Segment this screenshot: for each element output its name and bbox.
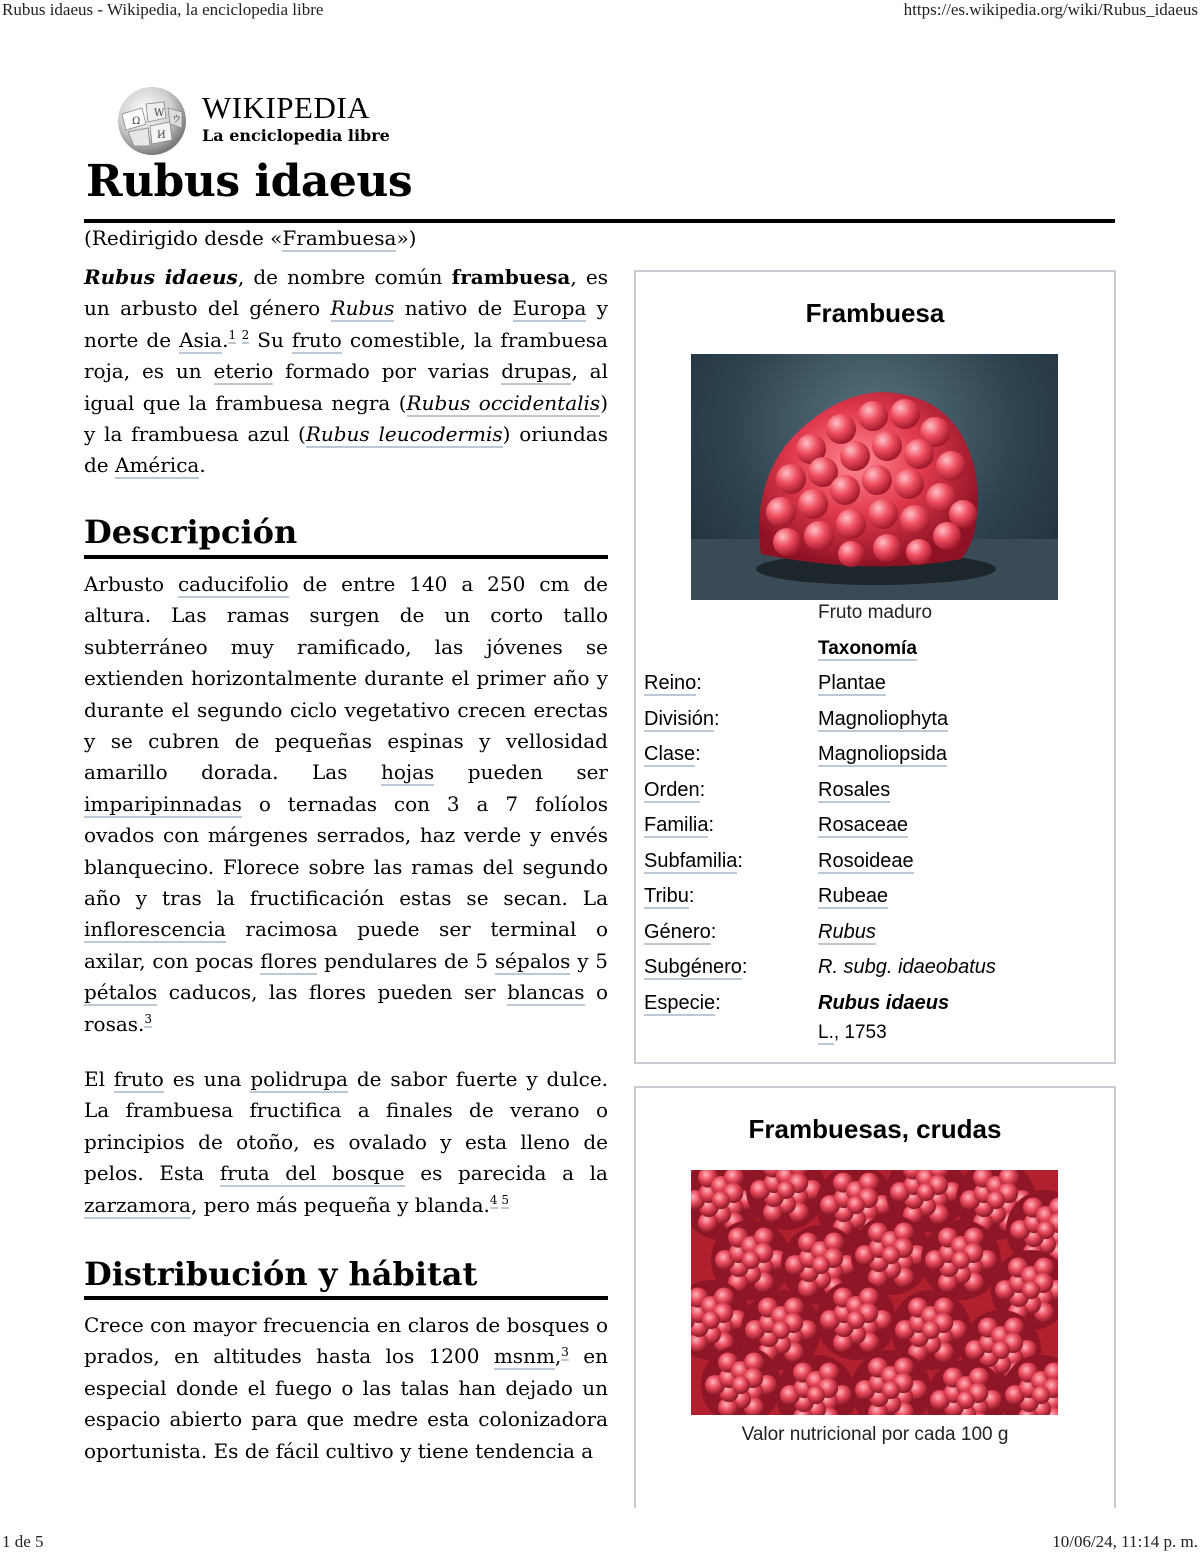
reference-link[interactable]: 2 — [241, 328, 250, 343]
infobox-image-caption: Fruto maduro — [817, 602, 933, 623]
link-text: Rubus leucodermis — [305, 422, 503, 447]
text: de sabor fuerte y dulce. La frambuesa fructifica a finales de verano o principios de otoño, es ovalado y esta lleno de pelos. Esta — [84, 1067, 609, 1186]
text: y norte de — [84, 296, 608, 352]
link-sepalos[interactable]: sépalos — [494, 948, 571, 973]
reference-link[interactable]: 5 — [501, 1192, 509, 1207]
link-petalos[interactable]: pétalos — [84, 980, 158, 1005]
taxonomy-value — [818, 921, 876, 944]
link-inflorescencia[interactable]: inflorescencia — [84, 917, 226, 942]
reference-link[interactable]: 3 — [561, 1344, 569, 1359]
colon: : — [695, 743, 701, 765]
reference-link[interactable]: 1 — [228, 328, 237, 343]
taxonomy-value — [818, 708, 948, 731]
taxonomy-value-text: Rubus idaeus — [818, 991, 950, 1014]
link-blancas[interactable]: blancas — [507, 980, 585, 1005]
link-fruta-del-bosque[interactable]: fruta del bosque — [219, 1161, 405, 1186]
section-heading-descripcion — [84, 512, 608, 552]
taxonomy-rank — [644, 708, 720, 731]
text: y 5 — [570, 948, 608, 973]
svg-text:W: W — [154, 108, 165, 119]
redirect-prefix: (Redirigido desde « — [84, 226, 283, 250]
redirect-notice — [84, 226, 416, 250]
reference-link[interactable]: 4 — [489, 1192, 498, 1207]
taxonomy-rank-link[interactable]: División — [644, 707, 715, 730]
taxonomy-rank — [644, 885, 694, 908]
text: caducos, las flores pueden ser — [157, 980, 508, 1005]
link-imparipinnadas[interactable]: imparipinnadas — [84, 791, 242, 816]
description-paragraph-2 — [84, 1064, 608, 1221]
taxonomy-value-text[interactable]: Plantae — [818, 672, 886, 694]
taxonomy-value — [818, 992, 949, 1015]
redirect-suffix: ») — [396, 226, 417, 250]
text: ) oriundas de — [84, 422, 608, 478]
taxonomy-row — [644, 885, 1104, 919]
taxonomy-rank-link[interactable]: Subfamilia — [644, 849, 738, 872]
text: Arbusto — [84, 572, 178, 596]
taxonomy-value — [818, 779, 890, 802]
text: ) y la frambuesa azul ( — [84, 390, 608, 447]
colon: : — [741, 956, 748, 978]
heading-text: Descripción — [84, 513, 298, 551]
text: formado por varias — [273, 359, 502, 384]
taxonomy-value-text[interactable]: Rosales — [818, 778, 891, 801]
page-title: Rubus idaeus — [86, 156, 413, 207]
taxonomy-heading — [818, 638, 917, 660]
text: . — [199, 453, 206, 478]
taxonomy-row — [644, 921, 1104, 955]
link-text: Rubus occidentalis — [406, 390, 601, 415]
link-fruto[interactable]: fruto — [291, 327, 342, 352]
infobox-title: Frambuesa — [805, 298, 945, 328]
taxonomy-value — [818, 850, 914, 873]
intro-paragraph — [84, 262, 608, 482]
text: en especial donde el fuego o las talas han dejado un espacio abierto para que medre esta colonizadora oportunista. Es de fácil cultivo y tiene tendencia a — [84, 1344, 608, 1463]
taxonomy-value-text: R. subg. idaeobatus — [818, 956, 996, 978]
taxonomy-rank — [644, 921, 716, 944]
section-heading-distribucion — [84, 1254, 608, 1294]
taxonomy-row — [644, 779, 1104, 813]
print-footer-page-number: 1 de 5 — [2, 1532, 44, 1551]
svg-text:Ω: Ω — [132, 116, 141, 127]
link-fruto[interactable]: fruto — [113, 1067, 164, 1091]
taxonomy-value — [818, 743, 947, 766]
taxonomy-rank-link[interactable]: Orden — [644, 778, 700, 801]
text: , — [554, 1344, 562, 1369]
colon: : — [715, 991, 721, 1014]
taxonomy-value — [818, 956, 996, 979]
authority-year: , 1753 — [833, 1022, 887, 1043]
link-hojas[interactable]: hojas — [380, 760, 435, 785]
taxonomy-row — [644, 814, 1104, 848]
text: . — [222, 327, 229, 352]
link-america[interactable]: América — [115, 453, 200, 478]
link-rubus-leucodermis[interactable] — [306, 422, 503, 448]
taxonomy-rank-link[interactable]: Reino — [644, 672, 697, 694]
taxonomy-rank-link[interactable]: Familia — [644, 814, 709, 836]
reference-link[interactable]: 3 — [144, 1012, 153, 1027]
taxonomy-value-text[interactable]: Magnoliopsida — [818, 743, 947, 765]
link-rubus-occidentalis[interactable] — [407, 391, 601, 417]
link-authority-linnaeus[interactable]: L. — [818, 1022, 834, 1043]
text: racimosa puede ser terminal o axilar, con pocas — [84, 917, 608, 973]
text: Crece con mayor frecuencia en claros de bosques o prados, en altitudes hasta los 1200 — [84, 1313, 608, 1369]
text: nativo de — [394, 296, 513, 321]
nutrition-infobox — [634, 1086, 1116, 1508]
text: Su — [249, 327, 292, 352]
nutrition-caption: Valor nutricional por cada 100 g — [741, 1424, 1009, 1445]
text: , es un arbusto del género — [84, 265, 608, 321]
text: pueden ser — [434, 760, 608, 785]
svg-text:ウ: ウ — [172, 115, 182, 125]
link-europa[interactable]: Europa — [512, 296, 587, 321]
wikipedia-globe-logo[interactable] — [112, 84, 192, 156]
link-polidrupa[interactable]: polidrupa — [250, 1067, 348, 1091]
link-flores[interactable]: flores — [260, 948, 318, 973]
raspberries-photo[interactable] — [691, 1170, 1058, 1415]
link-zarzamora[interactable]: zarzamora — [84, 1192, 191, 1217]
taxonomy-value-text[interactable]: Rubeae — [818, 885, 889, 907]
taxonomy-value-text[interactable]: Rubus — [818, 920, 876, 943]
colon: : — [737, 849, 743, 872]
description-paragraph-1 — [84, 569, 608, 1040]
text: comestible, la frambuesa roja, es un — [84, 327, 608, 384]
taxonomy-rank-link[interactable]: Género — [644, 920, 711, 943]
taxonomy-rank-link[interactable]: Tribu — [644, 885, 689, 907]
taxonomy-rank-link[interactable]: Especie — [644, 991, 716, 1014]
print-header-url: https://es.wikipedia.org/wiki/Rubus_idaeus — [903, 0, 1198, 19]
taxonomy-value — [818, 672, 886, 695]
text: de entre 140 a 250 cm de altura. Las ramas surgen de un corto tallo subterráneo muy ramificado, las jóvenes se extienden horizontalmente durante el primer año y durante el segundo ciclo vegetativo crecen erectas y se cubren de pequeñas espinas y vellosidad amarillo dorada. Las — [84, 572, 609, 785]
taxonomy-value-text[interactable]: Magnoliophyta — [818, 707, 949, 730]
taxonomy-value-text[interactable]: Rosoideae — [818, 849, 914, 872]
wikipedia-tagline: La enciclopedia libre — [202, 126, 390, 145]
taxonomy-rank — [644, 672, 702, 695]
text: es una — [163, 1067, 251, 1091]
distribution-paragraph — [84, 1310, 608, 1467]
text: , al igual que la frambuesa negra ( — [84, 359, 608, 415]
section-divider — [84, 555, 608, 559]
colon: : — [699, 778, 706, 801]
redirect-link[interactable]: Frambuesa — [282, 226, 397, 250]
taxonomy-value-text[interactable]: Rosaceae — [818, 814, 909, 836]
title-divider — [84, 219, 1115, 223]
taxonomy-rank-link[interactable]: Subgénero — [644, 956, 742, 978]
text: o ternadas con 3 a 7 folíolos ovados con márgenes serrados, haz verde y envés blanquecino. Florece sobre las ramas del segundo año y tras la fructificación estas se secan. La — [84, 791, 608, 911]
text: pendulares de 5 — [317, 948, 495, 973]
taxonomy-row — [644, 672, 1104, 706]
link-eterio[interactable]: eterio — [213, 359, 274, 384]
taxonomy-row — [644, 708, 1104, 742]
colon: : — [688, 885, 695, 907]
taxonomy-rank — [644, 850, 743, 873]
raspberry — [816, 1280, 896, 1360]
taxonomy-row — [644, 850, 1104, 884]
intro-common-name: frambuesa — [451, 265, 571, 289]
link-asia[interactable]: Asia — [179, 327, 223, 352]
heading-text: Distribución y hábitat — [84, 1255, 478, 1293]
intro-species-name: Rubus idaeus — [84, 265, 238, 289]
link-msnm[interactable]: msnm — [493, 1344, 555, 1369]
link-drupas[interactable]: drupas — [501, 359, 572, 384]
taxonomy-rank — [644, 992, 721, 1015]
colon: : — [714, 707, 720, 730]
link-caducifolio[interactable]: caducifolio — [177, 572, 289, 596]
taxonomy-infobox — [634, 270, 1116, 1064]
section-divider — [84, 1296, 608, 1300]
taxonomy-heading-link[interactable]: Taxonomía — [818, 638, 917, 659]
wikipedia-wordmark: WIKIPEDIA — [202, 90, 371, 125]
link-text: Rubus — [330, 296, 395, 321]
colon: : — [708, 814, 715, 836]
link-rubus[interactable] — [331, 296, 395, 322]
text: , pero más pequeña y blanda. — [190, 1192, 490, 1217]
raspberry — [921, 1220, 1001, 1300]
taxonomy-rank — [644, 956, 747, 979]
colon: : — [696, 672, 702, 694]
text: , de nombre común — [237, 265, 452, 289]
taxonomy-row — [644, 743, 1104, 777]
text: es parecida a la — [404, 1161, 608, 1186]
taxonomy-row — [644, 956, 1104, 990]
taxonomy-rank — [644, 779, 705, 802]
print-footer-timestamp: 10/06/24, 11:14 p. m. — [1052, 1532, 1198, 1551]
nutrition-title: Frambuesas, crudas — [748, 1114, 1002, 1144]
taxonomy-row — [644, 992, 1104, 1026]
taxonomy-value — [818, 885, 888, 908]
taxonomy-rank — [644, 743, 701, 766]
colon: : — [710, 920, 717, 943]
taxonomy-rank-link[interactable]: Clase — [644, 743, 696, 765]
taxonomy-rank — [644, 814, 714, 837]
svg-text:И: И — [157, 130, 166, 141]
taxonomy-value — [818, 814, 908, 837]
species-authority — [818, 1022, 887, 1044]
print-header-title: Rubus idaeus - Wikipedia, la enciclopedia libre — [2, 0, 324, 19]
text: El — [84, 1067, 114, 1091]
text: o rosas. — [84, 980, 609, 1036]
raspberry-photo[interactable] — [691, 354, 1058, 600]
